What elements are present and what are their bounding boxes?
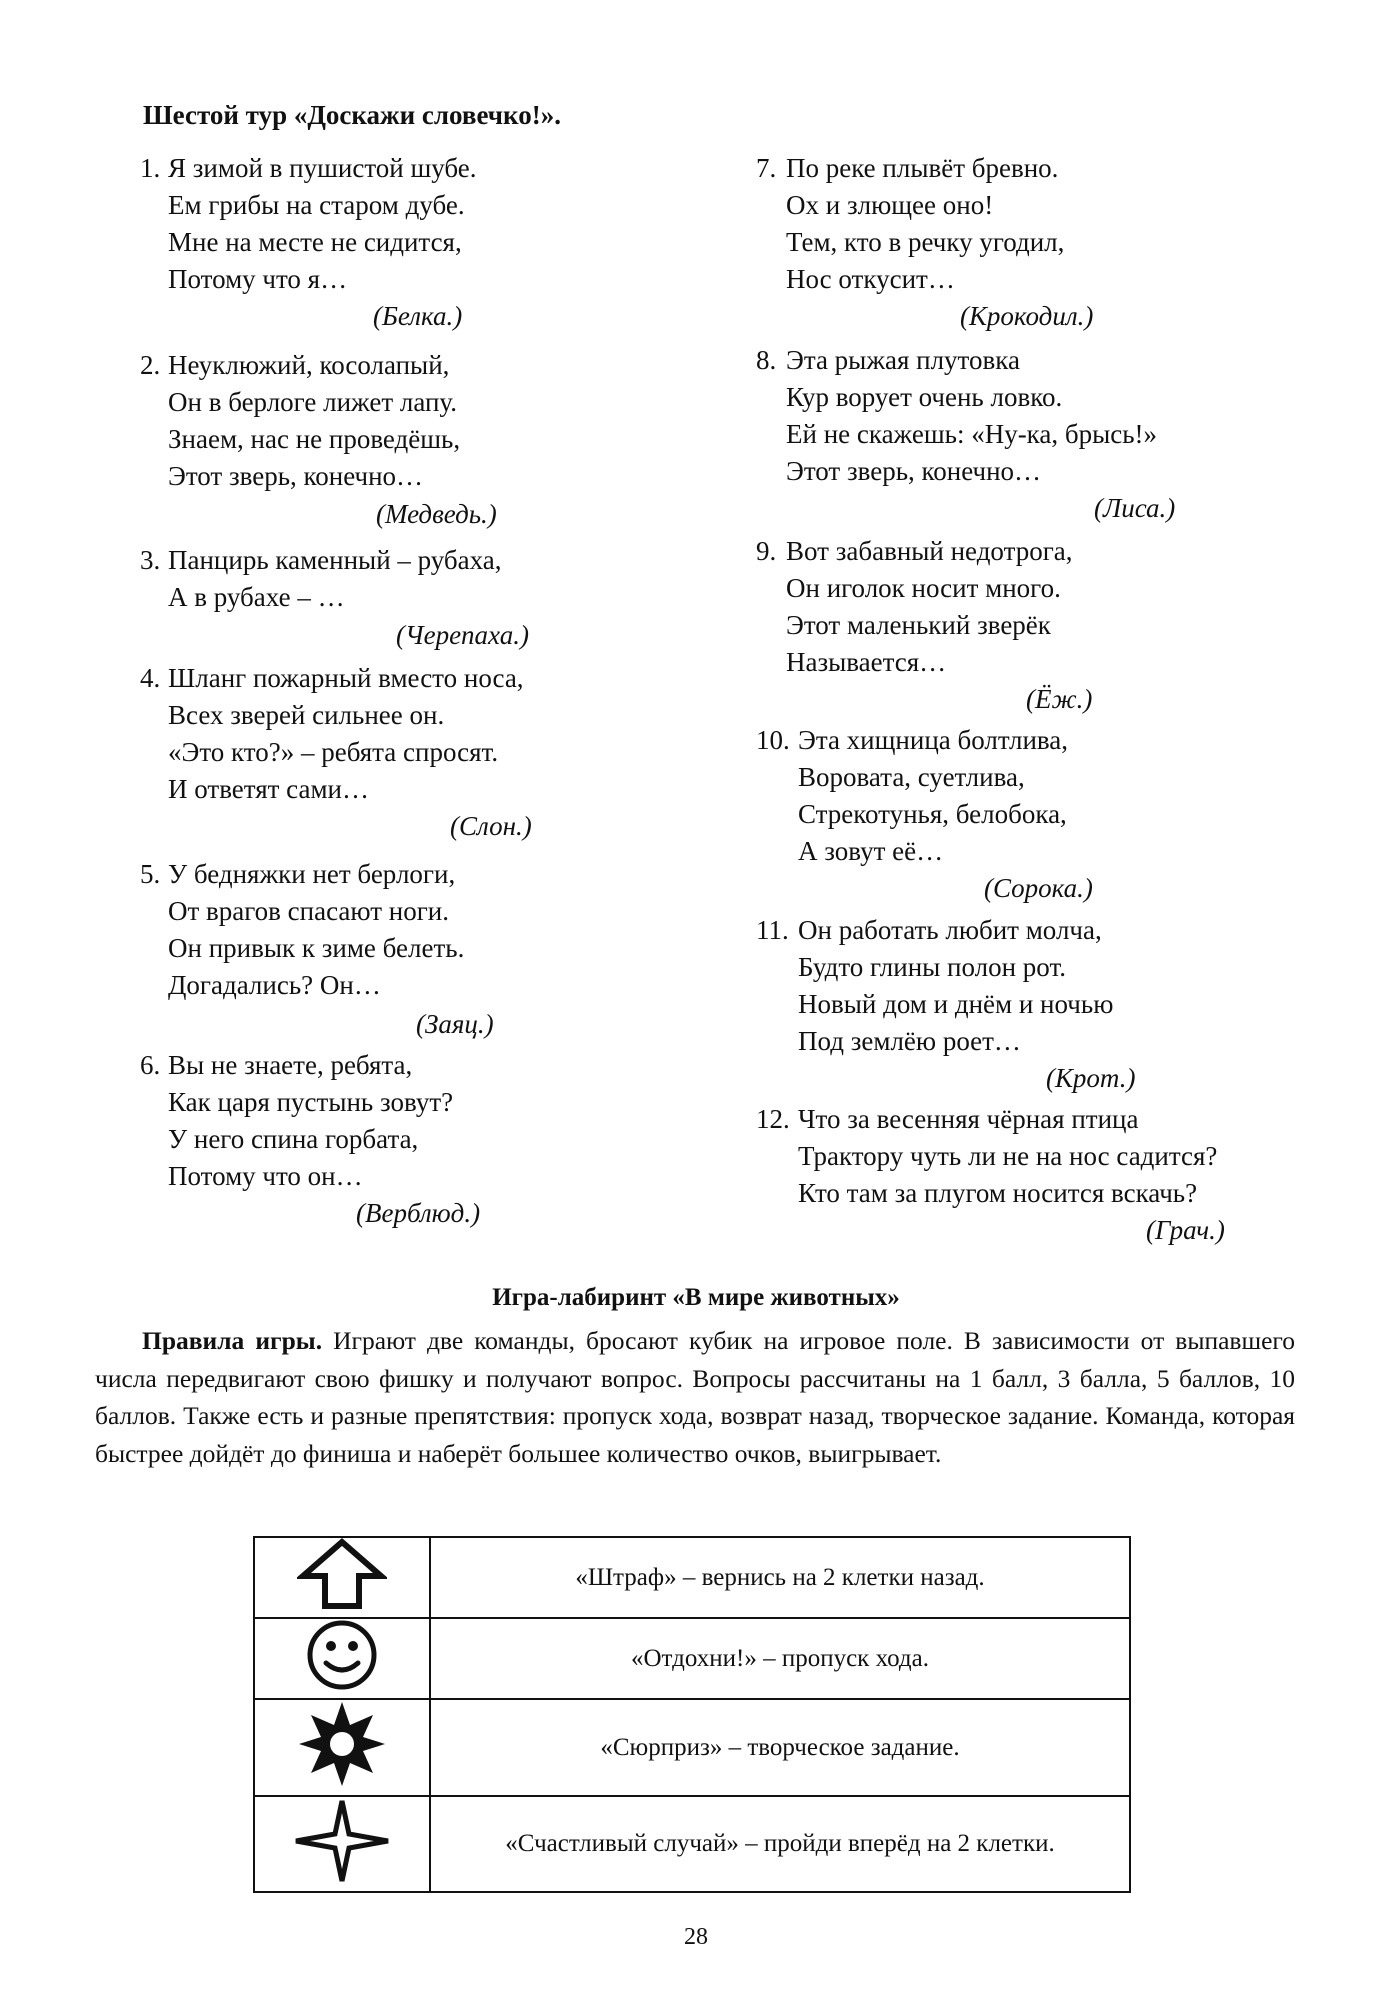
riddle-number: 6. — [140, 1050, 161, 1080]
legend-row — [254, 1618, 1130, 1699]
legend-text: «Отдохни!» – пропуск хода. — [430, 1618, 1130, 1699]
riddle-line: Ем грибы на старом дубе. — [168, 190, 465, 220]
riddle-7 — [756, 150, 1276, 331]
riddle-line: Я зимой в пушистой шубе. — [168, 153, 477, 183]
riddle-line: Вы не знаете, ребята, — [168, 1050, 413, 1080]
riddle-line: «Это кто?» – ребята спросят. — [168, 737, 499, 767]
riddle-line: Новый дом и днём и ночью — [798, 989, 1114, 1019]
riddle-line: Он привык к зиме белеть. — [168, 933, 465, 963]
riddle-line: Воровата, суетлива, — [798, 762, 1025, 792]
riddle-answer: (Лиса.) — [1094, 493, 1176, 523]
rules-text: Играют две команды, бросают кубик на игровое поле. В зависимости от выпавшего числа передвигают свою фишку и получают вопрос. Вопросы рассчитаны на 1 балл, 3 балла, 5 баллов, 10 баллов. Также есть и разные препятствия: пропуск хода, возврат назад, творческое задание. Команда, которая быстрее дойдёт до финиша и наберёт большее количество очков, выигрывает. — [95, 1326, 1295, 1468]
riddle-line: Этот маленький зверёк — [786, 610, 1051, 640]
legend-row — [254, 1796, 1130, 1892]
riddle-answer: (Ёж.) — [1026, 684, 1093, 714]
riddle-number: 10. — [756, 725, 790, 755]
riddle-line: Мне на месте не сидится, — [168, 227, 462, 257]
riddle-line: Шланг пожарный вместо носа, — [168, 663, 524, 693]
riddle-line: Потому что он… — [168, 1161, 363, 1191]
rules-label: Правила игры. — [142, 1326, 323, 1355]
page-number: 28 — [684, 1924, 708, 1950]
riddle-line: Эта рыжая плутовка — [786, 345, 1020, 375]
riddle-line: И ответят сами… — [168, 774, 370, 804]
riddle-line: Нос откусит… — [786, 264, 955, 294]
legend-row — [254, 1537, 1130, 1618]
riddle-answer: (Крот.) — [1046, 1063, 1136, 1093]
riddle-line: Будто глины полон рот. — [798, 952, 1066, 982]
riddle-line: У него спина горбата, — [168, 1124, 419, 1154]
riddle-answer: (Белка.) — [373, 301, 463, 331]
riddle-number: 9. — [756, 536, 777, 566]
riddle-line: У бедняжки нет берлоги, — [168, 859, 456, 889]
legend-table — [253, 1536, 1131, 1893]
riddle-number: 4. — [140, 663, 161, 693]
riddle-line: Знаем, нас не проведёшь, — [168, 424, 461, 454]
riddle-line: Ей не скажешь: «Ну-ка, брысь!» — [786, 419, 1158, 449]
legend-icon-cell — [254, 1699, 430, 1796]
riddle-line: Что за весенняя чёрная птица — [798, 1104, 1139, 1134]
riddle-answer: (Медведь.) — [376, 499, 497, 529]
legend-icon-cell — [254, 1796, 430, 1892]
riddle-line: Кур ворует очень ловко. — [786, 382, 1063, 412]
riddle-line: Вот забавный недотрога, — [786, 536, 1073, 566]
riddle-answer: (Слон.) — [450, 811, 532, 841]
riddle-line: Всех зверей сильнее он. — [168, 700, 445, 730]
riddle-answer: (Заяц.) — [416, 1009, 494, 1039]
riddle-line: Потому что я… — [168, 264, 348, 294]
riddle-line: Как царя пустынь зовут? — [168, 1087, 454, 1117]
riddle-answer: (Сорока.) — [984, 873, 1093, 903]
riddle-line: Называется… — [786, 647, 947, 677]
sun-star-icon — [297, 1700, 387, 1788]
four-point-star-icon — [294, 1799, 390, 1883]
up-arrow-icon — [297, 1538, 387, 1610]
riddle-12 — [756, 1101, 1316, 1245]
riddle-line: А в рубахе – … — [168, 582, 345, 612]
riddle-number: 8. — [756, 345, 777, 375]
riddle-1 — [140, 150, 560, 331]
riddle-line: Тем, кто в речку угодил, — [786, 227, 1065, 257]
riddle-answer: (Верблюд.) — [356, 1198, 481, 1228]
riddle-line: По реке плывёт бревно. — [786, 153, 1059, 183]
riddle-line: Панцирь каменный – рубаха, — [168, 545, 502, 575]
riddle-8 — [756, 342, 1276, 523]
section-heading: Шестой тур «Доскажи словечко!». — [143, 100, 561, 130]
riddle-line: От врагов спасают ноги. — [168, 896, 449, 926]
riddle-line: Эта хищница болтлива, — [798, 725, 1069, 755]
riddle-2 — [140, 347, 560, 529]
legend-text: «Сюрприз» – творческое задание. — [430, 1699, 1130, 1796]
riddle-number: 5. — [140, 859, 161, 889]
riddle-line: Этот зверь, конечно… — [168, 461, 424, 491]
riddle-4 — [140, 660, 560, 841]
legend-icon-cell — [254, 1537, 430, 1618]
riddle-number: 11. — [756, 915, 789, 945]
riddle-3 — [140, 542, 560, 650]
riddle-line: Он работать любит молча, — [798, 915, 1102, 945]
riddle-5 — [140, 856, 560, 1039]
legend-icon-cell — [254, 1618, 430, 1699]
riddle-answer: (Грач.) — [1146, 1215, 1225, 1245]
riddle-number: 12. — [756, 1104, 790, 1134]
riddle-line: Стрекотунья, белобока, — [798, 799, 1067, 829]
riddle-line: Под землёю роет… — [798, 1026, 1021, 1056]
riddle-10 — [756, 722, 1276, 903]
game-title: Игра-лабиринт «В мире животных» — [492, 1284, 900, 1311]
smiley-icon — [304, 1619, 380, 1691]
legend-row — [254, 1699, 1130, 1796]
riddle-line: Он иголок носит много. — [786, 573, 1061, 603]
riddle-line: Неуклюжий, косолапый, — [168, 350, 450, 380]
riddle-number: 3. — [140, 545, 161, 575]
riddle-line: Этот зверь, конечно… — [786, 456, 1042, 486]
riddle-number: 2. — [140, 350, 161, 380]
riddle-6 — [140, 1047, 560, 1228]
riddle-line: Ох и злющее оно! — [786, 190, 994, 220]
riddle-line: Догадались? Он… — [168, 970, 381, 1000]
game-rules — [95, 1322, 1295, 1472]
legend-text: «Счастливый случай» – пройди вперёд на 2 клетки. — [430, 1796, 1130, 1892]
riddle-line: А зовут её… — [798, 836, 944, 866]
legend-text: «Штраф» – вернись на 2 клетки назад. — [430, 1537, 1130, 1618]
riddle-answer: (Черепаха.) — [396, 620, 529, 650]
riddle-line: Кто там за плугом носится вскачь? — [798, 1178, 1198, 1208]
riddle-9 — [756, 533, 1276, 714]
riddle-11 — [756, 912, 1276, 1093]
riddle-number: 7. — [756, 153, 777, 183]
riddle-answer: (Крокодил.) — [960, 301, 1094, 331]
riddle-line: Он в берлоге лижет лапу. — [168, 387, 457, 417]
riddle-line: Трактору чуть ли не на нос садится? — [798, 1141, 1218, 1171]
riddle-number: 1. — [140, 153, 161, 183]
